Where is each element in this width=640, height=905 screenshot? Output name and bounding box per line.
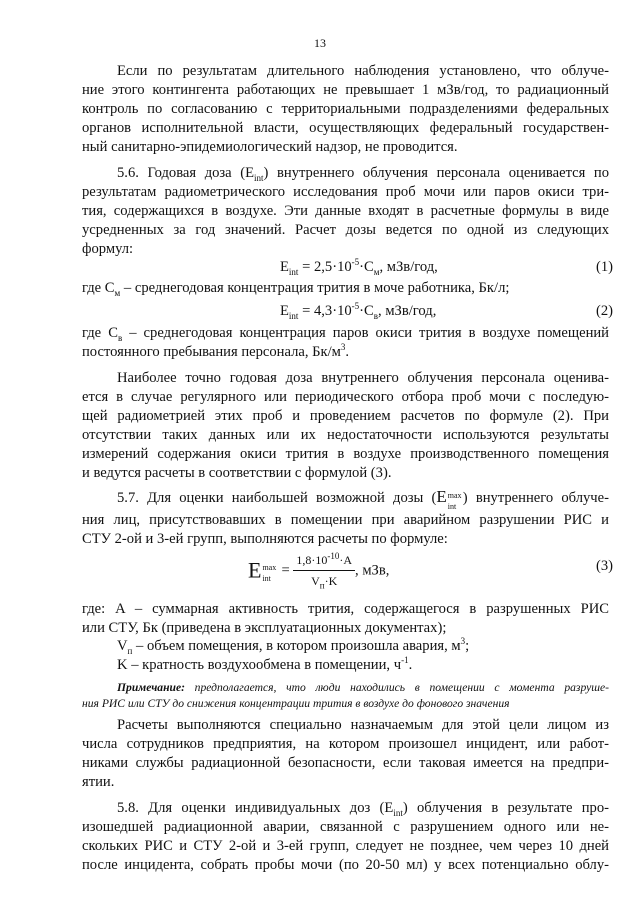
text-line: органов исполнительной власти, осуществляющих федеральный государствен- — [82, 120, 609, 136]
note-line: ния РИС или СТУ до снижения концентрации трития в воздухе до фонового значения — [82, 697, 510, 710]
text-line: ный санитарно-эпидемиологический надзор, не проводится. — [82, 139, 458, 155]
text-line: никами службы радиационной безопасности, если таковая имеется на предпри- — [82, 755, 609, 771]
text-line: Расчеты выполняются специально назначаемым для этой цели лицом из — [117, 717, 609, 733]
text-line: СТУ 2-ой и 3-ей групп, выполняются расчеты по формуле: — [82, 531, 448, 547]
text-line: после инцидента, собрать пробы мочи (по 20-50 мл) у всех потенциально облу- — [82, 857, 609, 873]
text-line: щей радиометрией этих проб и проведением расчетов по формуле (2). При — [82, 408, 609, 424]
text-line: 5.8. Для оценки индивидуальных доз $(E_{int})$ облучения в результате про- — [117, 800, 610, 818]
text-line: формул: — [82, 241, 134, 257]
text-line: отсутствии таких данных или их недостаточности используются результаты — [82, 427, 609, 443]
text-line: Наиболее точно годовая доза внутреннего облучения персонала оценива- — [117, 370, 609, 386]
text-line: усредненных за год значений. Расчет дозы ведется по одной из следующих — [82, 222, 609, 238]
text-line: ние этого контингента работающих не превышает 1 мЗв/год, то радиационный — [82, 82, 609, 98]
text-line: где $C_в$ – среднегодовая концентрация паров окиси трития в воздухе помещений — [82, 325, 609, 343]
fraction: $\frac{1,8\cdot 10^{-10}\cdot A}{V_п\cdot K}$ — [293, 551, 355, 590]
text-line: Если по результатам длительного наблюдения установлено, что облуче- — [117, 63, 609, 79]
formula-3: E max int = $\frac{1,8\cdot 10^{-10}\cdot A}{V_п\cdot K}$ , мЗв, — [248, 551, 390, 591]
text-line: где: A – суммарная активность трития, содержащегося в разрушенных РИС — [82, 601, 609, 617]
equation-number: (3) — [595, 558, 613, 574]
text-line: числа сотрудников предприятия, на котором произошел инцидент, или работ- — [82, 736, 609, 752]
note-line: Примечание: предполагается, что люди находились в помещении с момента разруше- — [117, 681, 609, 694]
equation-number: (1) — [595, 259, 613, 275]
text-line: где $C_м$ – среднегодовая концентрация трития в моче работника, Бк/л; — [82, 280, 510, 298]
text-line: тия, содержащихся в воздухе. Эти данные входят в расчетные формулы в виде — [82, 203, 609, 219]
text-line: K – кратность воздухообмена в помещении, $ч^{-1}$. — [117, 655, 413, 673]
text-line: измерений содержания окиси трития в воздухе производственного помещения — [82, 446, 609, 462]
text-line: постоянного пребывания персонала, $Бк/м^3$. — [82, 342, 350, 360]
formula-1: $E_{int} = 2,5\cdot 10^{-5}\cdot C_м$, мЗв/год, — [280, 257, 438, 277]
page-number: 13 — [314, 36, 326, 50]
formula-2: $E_{int} = 4,3\cdot 10^{-5}\cdot C_в$, мЗв/год, — [280, 301, 437, 321]
text-line: и ведутся расчеты в соответствии с формулой (3). — [82, 465, 392, 481]
text-line: ятии. — [82, 774, 115, 790]
equation-number: (2) — [595, 303, 613, 319]
note-label: Примечание: — [117, 681, 185, 694]
text-line: $V_п$ – объем помещения, в котором произошла авария, $м^3$; — [117, 636, 470, 656]
text-line: скольких РИС и СТУ 2-ой и 3-ей групп, следует не позднее, чем через 10 дней — [82, 838, 609, 854]
text-line: контроль по согласованию с территориальными подразделениями федеральных — [82, 101, 609, 117]
text-line: результатам радиометрического исследования проб мочи или паров окиси три- — [82, 184, 609, 200]
text-line: 5.6. Годовая доза $(E_{int})$ внутреннего облучения персонала оценивается по — [117, 165, 610, 183]
text-line: 5.7. Для оценки наибольшей возможной дозы (E max int ) внутреннего облуче- — [117, 487, 609, 511]
text-line: или СТУ, Бк (приведена в эксплуатационных документах); — [82, 620, 447, 636]
text-line: ется в случае регулярного или периодического отбора проб мочи с последую- — [82, 389, 609, 405]
text-line: изошедшей радиационной аварии, связанной с разрушением одного или не- — [82, 819, 609, 835]
text-line: ния лиц, присутствовавших в помещении при аварийном разрушении РИС и — [82, 512, 609, 528]
